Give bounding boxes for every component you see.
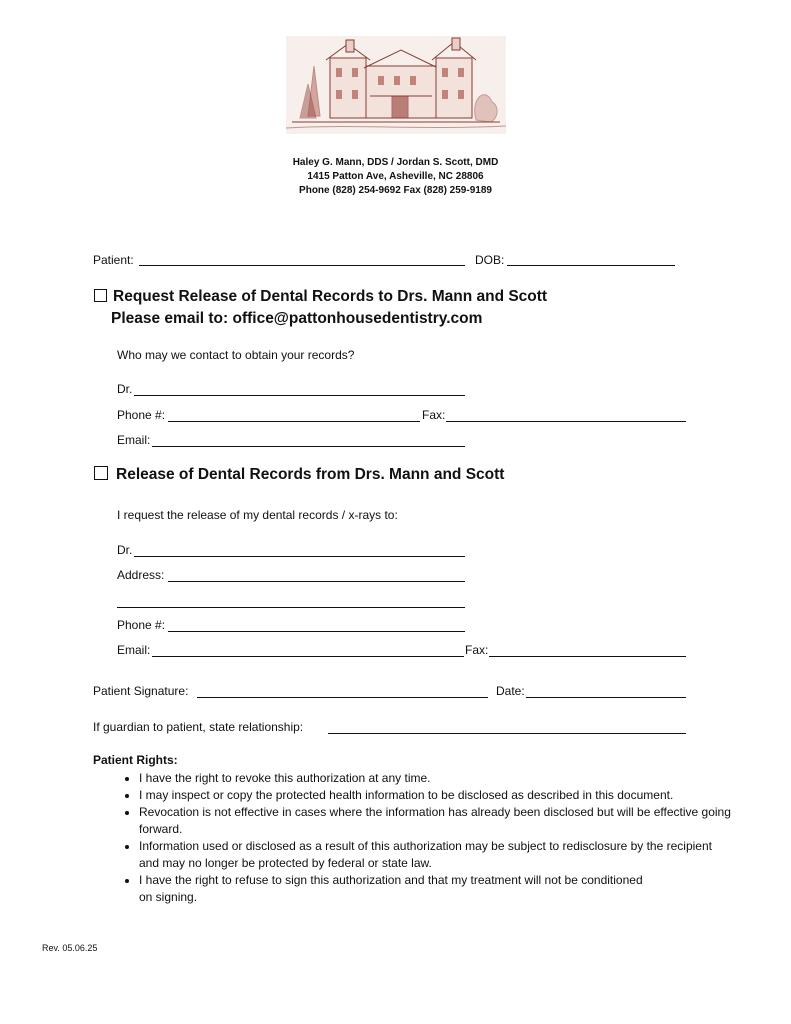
release-email-label: Email: — [117, 643, 151, 657]
request-checkbox[interactable] — [94, 289, 107, 302]
request-email-underline — [152, 446, 465, 447]
release-fax-underline — [489, 656, 686, 657]
request-dr-field[interactable] — [134, 379, 465, 394]
rights-item: • I have the right to refuse to sign this authorization and that my treatment will not be conditioned on signing. — [139, 872, 759, 906]
release-address-underline-2 — [117, 607, 465, 608]
rights-title: Patient Rights: — [93, 753, 178, 767]
dob-underline — [507, 265, 675, 266]
rights-item: • Information used or disclosed as a result of this authorization may be subject to redisclosure by the recipient and may no longer be protected by federal or state law. — [139, 838, 759, 872]
dob-label: DOB: — [475, 253, 505, 267]
request-dr-label: Dr. — [117, 382, 133, 396]
request-fax-field[interactable] — [446, 405, 686, 420]
dob-field[interactable] — [507, 250, 675, 265]
release-dr-label: Dr. — [117, 543, 133, 557]
request-question: Who may we contact to obtain your records? — [117, 348, 355, 362]
rights-item: • I may inspect or copy the protected health information to be disclosed as described in this document. — [139, 787, 759, 804]
date-field[interactable] — [526, 681, 686, 696]
release-address-label: Address: — [117, 568, 165, 582]
signature-label: Patient Signature: — [93, 684, 189, 698]
request-dr-underline — [134, 395, 465, 396]
request-phone-field[interactable] — [168, 405, 420, 420]
request-phone-underline — [168, 421, 420, 422]
house-logo — [286, 36, 506, 134]
rights-list — [93, 770, 759, 906]
request-phone-label: Phone #: — [117, 408, 166, 422]
signature-field[interactable] — [197, 681, 488, 696]
patient-label: Patient: — [93, 253, 134, 267]
release-question: I request the release of my dental records / x-rays to: — [117, 508, 398, 522]
request-section-title — [94, 288, 547, 306]
request-email-line: Please email to: office@pattonhousedentistry.com — [111, 310, 483, 327]
guardian-field[interactable] — [328, 717, 686, 732]
release-email-field[interactable] — [152, 640, 464, 655]
request-fax-label: Fax: — [422, 408, 446, 422]
release-address-field[interactable] — [168, 565, 465, 580]
practice-doctors: Haley G. Mann, DDS / Jordan S. Scott, DMD — [292, 157, 499, 168]
release-address-field-2[interactable] — [117, 591, 465, 606]
release-email-underline — [152, 656, 464, 657]
request-section-title-text: Request Release of Dental Records to Drs. Mann and Scott — [113, 288, 548, 305]
release-dr-field[interactable] — [134, 540, 465, 555]
guardian-label: If guardian to patient, state relationship: — [93, 720, 304, 734]
release-phone-underline — [168, 631, 465, 632]
revision-label: Rev. 05.06.25 — [42, 943, 98, 953]
release-address-underline — [168, 581, 465, 582]
release-fax-label: Fax: — [465, 643, 489, 657]
rights-item: • I have the right to revoke this authorization at any time. — [139, 770, 759, 787]
request-email-label: Email: — [117, 433, 151, 447]
release-section-title-text: Release of Dental Records from Drs. Mann and Scott — [116, 466, 505, 483]
practice-phone-fax: Phone (828) 254-9692 Fax (828) 259-9189 — [299, 185, 492, 196]
rights-item: • Revocation is not effective in cases where the information has already been disclosed but will be effective going forward. — [139, 804, 759, 838]
practice-address: 1415 Patton Ave, Asheville, NC 28806 — [307, 171, 484, 182]
signature-underline — [197, 697, 488, 698]
date-underline — [526, 697, 686, 698]
release-section-title — [94, 466, 504, 484]
request-email-field[interactable] — [152, 430, 465, 445]
patient-name-field[interactable] — [139, 250, 465, 265]
release-phone-label: Phone #: — [117, 618, 166, 632]
guardian-underline — [328, 733, 686, 734]
release-checkbox[interactable] — [94, 466, 108, 480]
release-dr-underline — [134, 556, 465, 557]
release-fax-field[interactable] — [489, 640, 686, 655]
patient-name-underline — [139, 265, 465, 266]
release-phone-field[interactable] — [168, 615, 465, 630]
date-label: Date: — [496, 684, 525, 698]
request-fax-underline — [446, 421, 686, 422]
